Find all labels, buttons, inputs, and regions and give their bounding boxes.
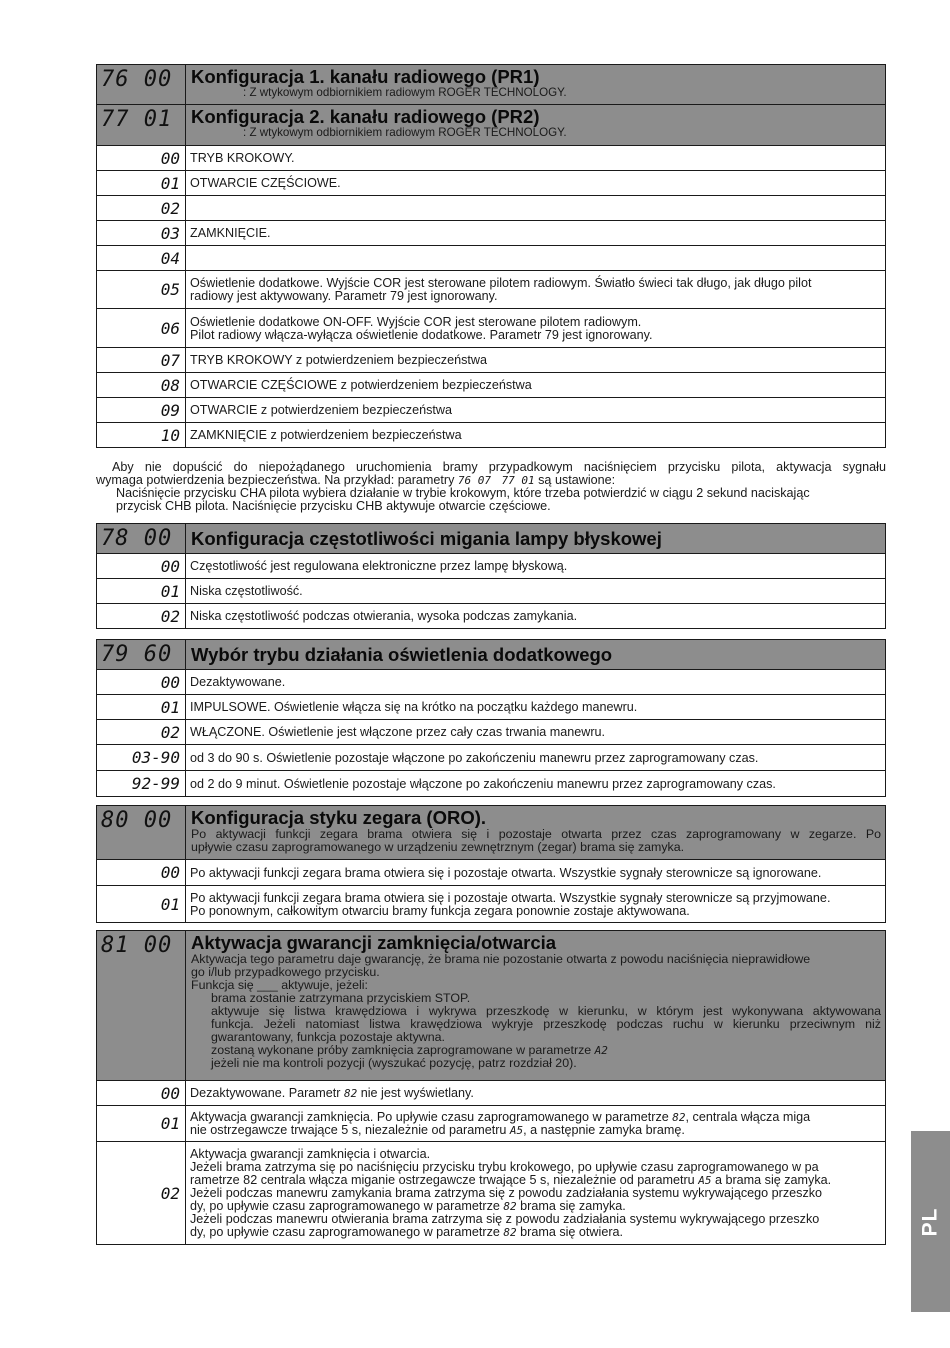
value-description: WŁĄCZONE. Oświetlenie jest włączone przez cały czas trwania manewru.	[186, 720, 886, 745]
table-row	[97, 423, 886, 448]
description-text: nie ostrzegawcze trwające 5 s, niezależnie od parametru	[190, 1123, 510, 1137]
param-subtitle-77: : Z wtykowym odbiornikiem radiowym ROGER TECHNOLOGY.	[243, 126, 567, 139]
param-code-78: 78 00	[97, 524, 186, 554]
value-description: OTWARCIE CZĘŚCIOWE.	[186, 171, 886, 196]
param-76-77-table	[96, 64, 886, 448]
value-description: Niska częstotliwość.	[186, 579, 886, 604]
value-code: 01	[97, 171, 186, 196]
table-row	[97, 771, 886, 797]
note-text: są ustawione:	[534, 473, 616, 487]
value-code: 01	[97, 579, 186, 604]
condition-line: gwarantowany, funkcja pozostaje aktywna.	[211, 1030, 445, 1044]
table-row	[97, 348, 886, 373]
language-tab-label: PL	[918, 1207, 942, 1236]
value-description: TRYB KROKOWY z potwierdzeniem bezpieczeństwa	[186, 348, 886, 373]
description-text: , a następnie zamyka bramę.	[523, 1123, 685, 1137]
param-header-77	[186, 105, 886, 146]
param-code-inline: 82	[503, 1200, 517, 1213]
value-code: 02	[97, 1142, 186, 1245]
value-code: 07	[97, 348, 186, 373]
table-row	[97, 1142, 886, 1245]
condition-text: zostaną wykonane próby zamknięcia zaprogramowane w parametrze	[211, 1043, 595, 1057]
param-subtitle-81: go i/lub przypadkowego przycisku.	[191, 965, 380, 979]
value-code: 02	[97, 720, 186, 745]
value-description: OTWARCIE CZĘŚCIOWE z potwierdzeniem bezpieczeństwa	[186, 373, 886, 398]
param-code-inline: A5	[698, 1174, 712, 1187]
value-description	[186, 246, 886, 271]
value-description: od 2 do 9 minut. Oświetlenie pozostaje włączone po zakończeniu manewru przez zaprogramowany czas.	[186, 771, 886, 797]
value-description: IMPULSOWE. Oświetlenie włącza się na krótko na początku każdego manewru.	[186, 695, 886, 720]
description-line: radiowy jest aktywowany. Parametr 79 jest ignorowany.	[190, 289, 498, 303]
param-title-81: Aktywacja gwarancji zamknięcia/otwarcia	[191, 932, 557, 953]
param-code-inline: 82	[344, 1087, 358, 1100]
description-line: Aktywacja gwarancji zamknięcia i otwarcia.	[190, 1147, 431, 1161]
value-description	[186, 1081, 886, 1106]
description-text: rametrze 82 centrala włącza miganie ostrzegawcze trwające 5 s, niezależnie od parametru	[190, 1173, 699, 1187]
param-subtitle-80: upływie czasu zaprogramowanego w urządzeniu zewnętrznym (zegar) brama się zamyka.	[191, 840, 685, 854]
value-code: 10	[97, 423, 186, 448]
description-line: Pilot radiowy włącza-wyłącza oświetlenie dodatkowe. Parametr 79 jest ignorowany.	[190, 327, 653, 342]
value-code: 00	[97, 860, 186, 886]
table-row	[97, 196, 886, 221]
value-description	[186, 1106, 886, 1142]
param-80-table	[96, 805, 886, 923]
value-description: Po aktywacji funkcji zegara brama otwiera się i pozostaje otwarta. Wszystkie sygnały sterownicze są ignorowane.	[186, 860, 886, 886]
value-code: 01	[97, 1106, 186, 1142]
condition-line: aktywuje się listwa krawędziowa i wykrywa przeszkodę w kierunku, w którym jest wykonywana aktywowana	[211, 1004, 881, 1018]
value-description: OTWARCIE z potwierdzeniem bezpieczeństwa	[186, 398, 886, 423]
value-code: 08	[97, 373, 186, 398]
table-row	[97, 579, 886, 604]
condition-line: brama zostanie zatrzymana przyciskiem STOP.	[211, 991, 471, 1005]
value-code: 01	[97, 886, 186, 923]
value-code: 02	[97, 604, 186, 629]
table-row	[97, 695, 886, 720]
param-subtitle-76: : Z wtykowym odbiornikiem radiowym ROGER TECHNOLOGY.	[243, 86, 567, 99]
param-header-79	[186, 640, 886, 670]
table-row	[97, 745, 886, 771]
note-line: przycisk CHB pilota. Naciśnięcie przycisku CHB aktywuje otwarcie częściowe.	[116, 499, 551, 513]
table-row	[97, 398, 886, 423]
value-code: 00	[97, 554, 186, 579]
param-code-inline: A5	[509, 1124, 524, 1137]
value-code: 92-99	[97, 771, 186, 797]
description-line: Jeżeli brama zatrzyma się po naciśnięciu przycisku trybu krokowego, po upływie czasu zaprogramowanego w pa	[190, 1160, 819, 1174]
description-line: Po aktywacji funkcji zegara brama otwiera się i pozostaje otwarta. Wszystkie sygnały sterownicze są przyjmowane.	[190, 890, 831, 905]
note-line: Aby nie dopuścić do niepożądanego uruchomienia bramy przypadkowym naciśnięciem przycisku pilota, aktywacja sygnału	[112, 460, 886, 474]
value-code: 01	[97, 695, 186, 720]
value-description: ZAMKNIĘCIE.	[186, 221, 886, 246]
description-line: Po ponownym, całkowitym otwarciu bramy funkcja zegara ponownie zostaje aktywowana.	[190, 903, 690, 918]
value-description: TRYB KROKOWY.	[186, 146, 886, 171]
description-text: Aktywacja gwarancji zamknięcia. Po upływie czasu zaprogramowanego w parametrze	[190, 1110, 673, 1124]
value-description	[186, 196, 886, 221]
description-text: a brama się zamyka.	[711, 1173, 832, 1187]
table-row	[97, 604, 886, 629]
value-code: 06	[97, 309, 186, 348]
description-text: Dezaktywowane. Parametr	[190, 1086, 344, 1100]
param-subtitle-81: Funkcja się ___ aktywuje, jeżeli:	[191, 978, 368, 992]
description-line: Oświetlenie dodatkowe ON-OFF. Wyjście COR jest sterowane pilotem radiowym.	[190, 314, 642, 329]
value-code: 05	[97, 271, 186, 309]
param-79-table	[96, 639, 886, 797]
param-header-78	[186, 524, 886, 554]
param-81-table	[96, 930, 886, 1245]
table-row	[97, 373, 886, 398]
param-code-80: 80 00	[97, 806, 186, 860]
param-title-78: Konfiguracja częstotliwości migania lampy błyskowej	[191, 527, 662, 549]
table-row	[97, 146, 886, 171]
table-row	[97, 720, 886, 745]
description-line: Jeżeli podczas manewru zamykania brama zatrzyma się z powodu zadziałania systemu wykrywającego przeszko	[190, 1186, 823, 1200]
value-description	[186, 1142, 886, 1245]
description-line: Jeżeli podczas manewru otwierania brama zatrzyma się z powodu zadziałania systemu wykrywającego przeszko	[190, 1212, 820, 1226]
param-subtitle-81: Aktywacja tego parametru daje gwarancję, że brama nie pozostanie otwarta z powodu naciśnięcia nieprawidłowe	[191, 952, 811, 966]
param-code-76: 76 00	[97, 65, 186, 105]
value-code: 04	[97, 246, 186, 271]
param-title-80: Konfiguracja styku zegara (ORO).	[191, 807, 487, 828]
table-row	[97, 221, 886, 246]
param-subtitle-80: Po aktywacji funkcji zegara brama otwiera się i pozostaje otwarta przez czas zaprogramowany w zegarze. Po	[191, 827, 881, 841]
value-code: 00	[97, 1081, 186, 1106]
value-description	[186, 886, 886, 923]
param-code-inline: 77 01	[501, 474, 535, 487]
table-row	[97, 271, 886, 309]
param-code-81: 81 00	[97, 931, 186, 1081]
description-text: brama się otwiera.	[516, 1225, 624, 1239]
param-title-77: Konfiguracja 2. kanału radiowego (PR2)	[191, 106, 540, 127]
param-code-inline: 82	[503, 1226, 517, 1239]
condition-line: funkcja. Jeżeli natomiast listwa krawędziowa wykryje przeszkodę podczas ruchu w kierunku przeciwnym niż	[211, 1017, 881, 1031]
description-line	[190, 1124, 881, 1137]
table-row	[97, 171, 886, 196]
table-row	[97, 554, 886, 579]
note-text: wymaga potwierdzenia bezpieczeństwa. Na przykład: parametry	[96, 473, 458, 487]
value-description	[186, 309, 886, 348]
value-code: 00	[97, 670, 186, 695]
description-text: brama się zamyka.	[516, 1199, 626, 1213]
param-78-table	[96, 523, 886, 629]
table-row	[97, 886, 886, 923]
param-code-inline: A2	[594, 1044, 608, 1057]
value-code: 03	[97, 221, 186, 246]
param-title-76: Konfiguracja 1. kanału radiowego (PR1)	[191, 66, 540, 87]
description-text: nie jest wyświetlany.	[357, 1086, 474, 1100]
param-code-inline: 82	[672, 1111, 686, 1124]
note-line: Naciśnięcie przycisku CHA pilota wybiera działanie w trybie krokowym, które trzeba potwierdzić w ciągu 2 sekund naciskając	[116, 486, 810, 500]
param-header-81	[186, 931, 886, 1081]
table-row	[97, 1106, 886, 1142]
param-code-79: 79 60	[97, 640, 186, 670]
value-code: 02	[97, 196, 186, 221]
param-code-inline: 76 07	[457, 474, 492, 487]
value-description: Dezaktywowane.	[186, 670, 886, 695]
param-code-77: 77 01	[97, 105, 186, 146]
table-row	[97, 860, 886, 886]
table-row	[97, 246, 886, 271]
description-line: Oświetlenie dodatkowe. Wyjście COR jest sterowane pilotem radiowym. Światło świeci tak długo, jak długo pilot	[190, 276, 812, 290]
description-text: , centrala włącza miga	[685, 1110, 811, 1124]
table-row	[97, 309, 886, 348]
param-header-80	[186, 806, 886, 860]
safety-confirmation-note	[96, 461, 886, 513]
value-description: od 3 do 90 s. Oświetlenie pozostaje włączone po zakończeniu manewru przez zaprogramowany czas.	[186, 745, 886, 771]
param-header-76	[186, 65, 886, 105]
value-description: ZAMKNIĘCIE z potwierdzeniem bezpieczeństwa	[186, 423, 886, 448]
description-text: dy, po upływie czasu zaprogramowanego w parametrze	[190, 1199, 504, 1213]
value-description	[186, 271, 886, 309]
value-description: Niska częstotliwość podczas otwierania, wysoka podczas zamykania.	[186, 604, 886, 629]
description-line	[190, 1226, 881, 1239]
value-code: 09	[97, 398, 186, 423]
param-title-79: Wybór trybu działania oświetlenia dodatkowego	[191, 643, 613, 665]
language-tab	[911, 1131, 950, 1312]
table-row	[97, 1081, 886, 1106]
description-text: dy, po upływie czasu zaprogramowanego w parametrze	[190, 1225, 504, 1239]
value-description: Częstotliwość jest regulowana elektroniczne przez lampę błyskową.	[186, 554, 886, 579]
condition-line: jeżeli nie ma kontroli pozycji (wyszukać pozycję, patrz rozdział 20).	[211, 1056, 577, 1070]
table-row	[97, 670, 886, 695]
value-code: 03-90	[97, 745, 186, 771]
value-code: 00	[97, 146, 186, 171]
